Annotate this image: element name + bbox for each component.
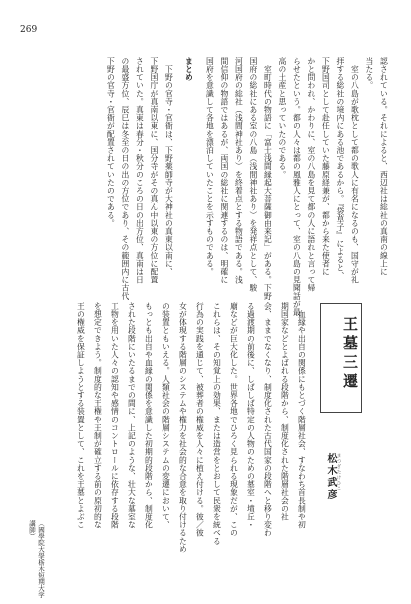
text-line: 血縁や出自の関係にもとづく階層社会、すなわち首長制や初: [297, 302, 307, 529]
text-line: もっとも出自や血縁の関係を意識した初期的段階から、制度化: [144, 302, 154, 529]
text-line: らせたという。都の人々は都の風雅人にとって、室の八島の見聞話が最: [292, 57, 302, 317]
author-affiliation: （國學院大學栃木短期大学講師）: [28, 520, 45, 598]
text-line: 室町時代の物語に「富士浅間縁起大菩薩御由来記」がある。下野: [263, 57, 273, 300]
article-title: 王墓三遷: [341, 316, 359, 392]
author-ruby: まつぎたけひこ: [336, 453, 341, 492]
author-name: 松木武彦: [325, 453, 336, 501]
article-title-box: [320, 303, 362, 413]
text-line: を想定できよう。制度的な王権や王制が確立する前の原初的な: [93, 302, 103, 529]
text-line: る過渡期の前後に、しばしば特定の人物のための墓室・墳丘・: [246, 302, 256, 529]
text-line: 王の権威を保証しようとする装置として、これを王墓とよぶこ: [76, 302, 86, 529]
text-line: 下野国司として赴任していた藤原経兼が、都から来た使者に: [321, 57, 331, 276]
text-line: 会、ままでなくなり、制度化された古代国家の段階へと移り変わ: [263, 302, 273, 537]
section-heading: まとめ: [184, 57, 194, 82]
text-line: の装置ともいえる。人類社会の階層システムの変遷において、: [161, 302, 171, 529]
text-line: 室の八島が歌枕として都の歌人に有名になるのも、国守が礼: [350, 57, 360, 284]
text-line: 間信仰の物語ではあるが、両国の総社に関連するのは、明確に: [219, 57, 229, 284]
text-line: 国府を意識して各地を漂泊していたことを示すものである。: [205, 57, 215, 276]
text-line: 下野の官寺・官衙が配置されていたのである。: [106, 57, 116, 228]
text-line: 拝する総社の境内にある池であるから。『袋草子』によると、: [335, 57, 345, 280]
text-line: 当たる。: [364, 57, 374, 90]
text-line: された段階にいたるまでの間に、上記のような、壮大な墓室な: [127, 302, 137, 529]
text-line: 女が体現する階層のシステムや権力を社会的な合意を取り付けるため: [178, 302, 188, 554]
text-line: の最盛方位、辰巳は冬至の日の出の方位であり、その範囲内に古代: [120, 57, 130, 300]
text-line: 下野の官寺・官衙は、下野薬師寺が大神社の真東以南に、: [164, 57, 174, 276]
text-line: 工物を用いた人々の認知や感情のコントロールに依存する段階: [110, 302, 120, 529]
text-line: 期国家などとよばれる段階から、制度化された階層社会の社: [280, 302, 290, 521]
text-line: かと問われ、かわりに、室の八島を見て都の人に語れと言って帰: [306, 57, 316, 292]
text-line: これらは、その知覚上の効果、または造営をとおして民衆を統べる: [212, 302, 222, 545]
text-line: 国府の総社にある室の八島（浅間神社あり）を発祥点として、駿: [248, 57, 258, 292]
text-line: 行為の実践を通じて、被葬者の権威を人々に植え付ける。彼／彼: [195, 302, 205, 537]
text-line: 河国府の総社（浅間神社あり）を終着点とする物語である。浅: [234, 57, 244, 284]
text-line: 下野国庁が真南以東に、国分寺がその真ん中以東の方位に配置: [149, 57, 159, 284]
text-line: 高の土産と思っていたのである。: [277, 57, 287, 179]
page-number: 269: [20, 25, 38, 35]
text-line: 廟などが巨大化した。世界各地でひろく見られる現象だが、この: [229, 302, 239, 537]
text-line: 認されている。それによると、西辺社は総社の真南の線上に: [379, 57, 389, 276]
text-line: されていた。真東は春分・秋分のころの日の出方位、真南は日: [135, 57, 145, 284]
